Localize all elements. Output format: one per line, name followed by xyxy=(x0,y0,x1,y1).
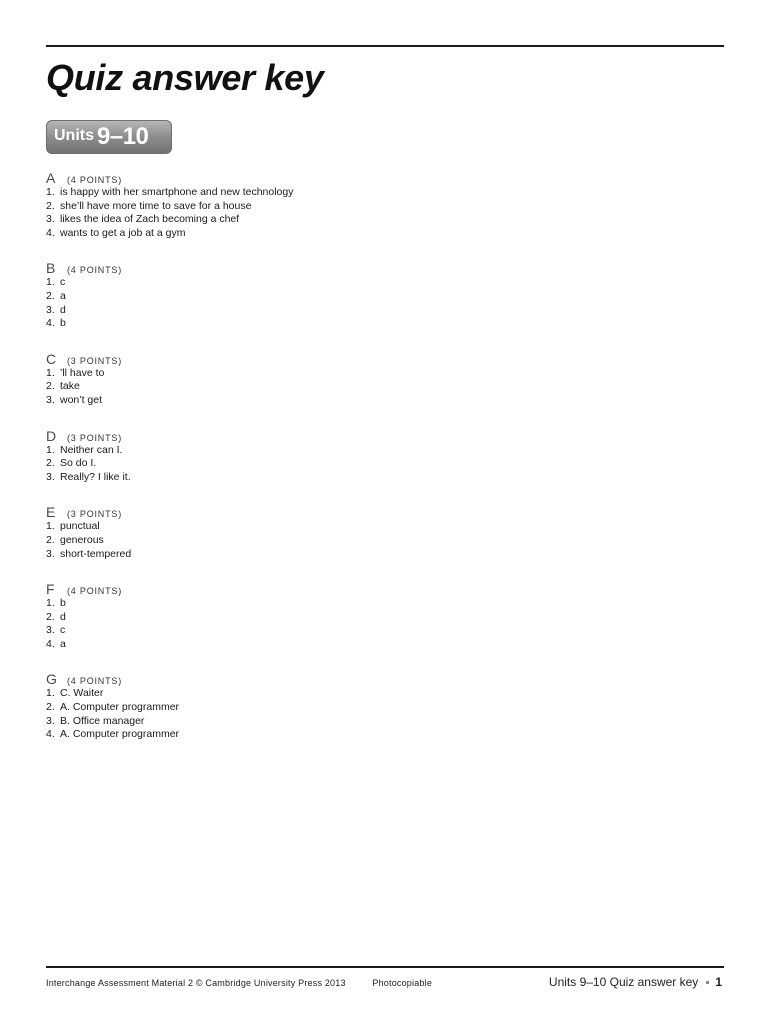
answer-item xyxy=(46,200,706,214)
answer-item xyxy=(46,186,706,200)
answer-item xyxy=(46,548,706,562)
page-title: Quiz answer key xyxy=(46,57,324,98)
answer-number: 2. xyxy=(46,380,55,393)
answer-number: 3. xyxy=(46,303,55,316)
answer-section xyxy=(46,428,706,485)
answer-list xyxy=(46,597,706,651)
section-heading xyxy=(46,581,706,597)
footer-running-head xyxy=(549,975,722,989)
section-letter: G xyxy=(46,671,57,688)
answer-text: B. Office manager xyxy=(60,714,145,727)
answer-number: 1. xyxy=(46,443,55,456)
section-points: (4 POINTS) xyxy=(67,175,123,185)
answer-text: short-tempered xyxy=(60,547,132,560)
section-letter: E xyxy=(46,504,56,521)
units-badge-word: Units xyxy=(54,127,94,144)
answer-number: 3. xyxy=(46,624,55,637)
answer-number: 3. xyxy=(46,547,55,560)
answer-number: 4. xyxy=(46,637,55,650)
answer-item xyxy=(46,624,706,638)
footer-separator-dot xyxy=(706,981,709,984)
answer-number: 2. xyxy=(46,457,55,470)
answer-item xyxy=(46,611,706,625)
answer-section xyxy=(46,671,706,741)
answer-text: d xyxy=(60,303,66,316)
section-points: (3 POINTS) xyxy=(67,509,123,520)
answer-number: 2. xyxy=(46,610,55,623)
section-letter: D xyxy=(46,427,57,444)
footer-photocopiable: Photocopiable xyxy=(372,978,433,988)
answer-section xyxy=(46,351,706,408)
answer-number: 1. xyxy=(46,186,55,198)
answer-item xyxy=(46,227,706,241)
answer-item xyxy=(46,701,706,715)
answer-item xyxy=(46,290,706,304)
answer-number: 1. xyxy=(46,597,55,610)
answer-item xyxy=(46,534,706,548)
answer-sections xyxy=(46,170,706,762)
answer-number: 2. xyxy=(46,701,55,714)
section-points: (3 POINTS) xyxy=(67,432,123,443)
answer-number: 2. xyxy=(46,199,55,212)
answer-text: c xyxy=(60,276,66,289)
answer-text: she’ll have more time to save for a house xyxy=(60,199,252,212)
answer-item xyxy=(46,471,706,485)
answer-text: generous xyxy=(60,533,104,546)
answer-text: won’t get xyxy=(60,393,103,406)
answer-number: 3. xyxy=(46,393,55,406)
answer-text: b xyxy=(60,597,66,610)
section-heading xyxy=(46,260,706,276)
section-letter: F xyxy=(46,581,55,598)
bottom-divider xyxy=(46,966,724,968)
answer-item xyxy=(46,597,706,611)
answer-section xyxy=(46,581,706,651)
answer-item xyxy=(46,304,706,318)
answer-text: Neither can I. xyxy=(60,443,123,456)
top-divider xyxy=(46,45,724,47)
answer-item xyxy=(46,317,706,331)
answer-list xyxy=(46,520,706,561)
answer-item xyxy=(46,728,706,742)
answer-item xyxy=(46,520,706,534)
answer-item xyxy=(46,394,706,408)
answer-number: 4. xyxy=(46,226,55,239)
answer-item xyxy=(46,457,706,471)
answer-item xyxy=(46,687,706,701)
answer-list xyxy=(46,687,706,741)
answer-text: d xyxy=(60,610,66,623)
answer-text: is happy with her smartphone and new technology xyxy=(60,186,294,198)
page-number: 1 xyxy=(715,975,722,989)
section-points: (3 POINTS) xyxy=(67,355,123,366)
footer-copyright-block xyxy=(46,978,432,988)
answer-number: 1. xyxy=(46,520,55,533)
section-points: (4 POINTS) xyxy=(67,676,123,687)
answer-section xyxy=(46,170,706,240)
answer-item xyxy=(46,715,706,729)
footer-running-title: Units 9–10 Quiz answer key xyxy=(548,975,699,989)
section-heading xyxy=(46,671,706,687)
units-badge-range: 9–10 xyxy=(97,123,149,150)
answer-text: ’ll have to xyxy=(60,366,105,379)
answer-number: 2. xyxy=(46,289,55,302)
answer-number: 1. xyxy=(46,366,55,379)
answer-number: 3. xyxy=(46,213,55,226)
answer-item xyxy=(46,380,706,394)
footer-copyright: Interchange Assessment Material 2 © Cambridge University Press 2013 xyxy=(46,978,346,988)
answer-list xyxy=(46,276,706,330)
section-heading xyxy=(46,170,706,186)
answer-section xyxy=(46,504,706,561)
units-badge xyxy=(46,120,172,154)
answer-section xyxy=(46,260,706,330)
section-heading xyxy=(46,351,706,367)
answer-text: A. Computer programmer xyxy=(60,701,180,714)
answer-list xyxy=(46,186,706,240)
answer-number: 3. xyxy=(46,470,55,483)
answer-item xyxy=(46,367,706,381)
answer-text: So do I. xyxy=(60,457,97,470)
answer-number: 1. xyxy=(46,276,55,289)
section-points: (4 POINTS) xyxy=(67,586,123,597)
section-heading xyxy=(46,504,706,520)
answer-text: c xyxy=(60,624,66,637)
answer-text: a xyxy=(60,289,66,302)
answer-number: 1. xyxy=(46,687,55,700)
answer-text: b xyxy=(60,317,66,330)
answer-text: a xyxy=(60,637,66,650)
answer-number: 3. xyxy=(46,714,55,727)
answer-text: take xyxy=(60,380,80,393)
answer-number: 4. xyxy=(46,728,55,741)
answer-item xyxy=(46,444,706,458)
answer-text: likes the idea of Zach becoming a chef xyxy=(60,213,240,226)
answer-text: punctual xyxy=(60,520,100,533)
section-letter: B xyxy=(46,260,56,277)
answer-list xyxy=(46,367,706,408)
answer-text: C. Waiter xyxy=(60,687,104,700)
answer-number: 4. xyxy=(46,317,55,330)
answer-text: Really? I like it. xyxy=(60,470,131,483)
section-points: (4 POINTS) xyxy=(67,265,123,276)
answer-item xyxy=(46,638,706,652)
answer-number: 2. xyxy=(46,533,55,546)
section-heading xyxy=(46,428,706,444)
section-letter: A xyxy=(46,170,56,186)
section-letter: C xyxy=(46,350,57,367)
answer-list xyxy=(46,444,706,485)
answer-text: A. Computer programmer xyxy=(60,728,180,741)
answer-item xyxy=(46,276,706,290)
answer-item xyxy=(46,213,706,227)
answer-text: wants to get a job at a gym xyxy=(60,226,186,239)
